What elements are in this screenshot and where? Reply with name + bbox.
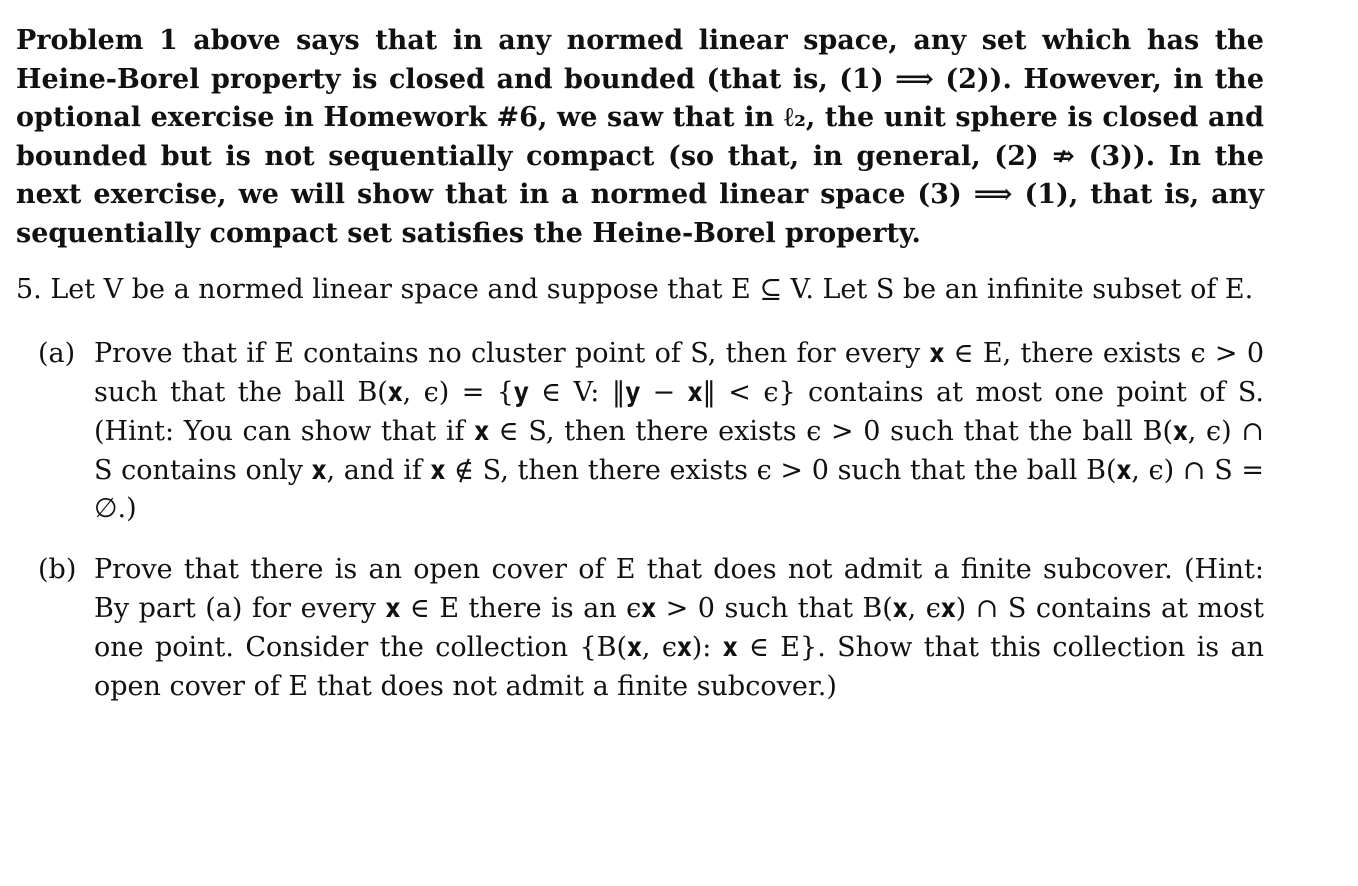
intro-paragraph: Problem 1 above says that in any normed linear space, any set which has the Heine-Borel property is closed and bounded (that is, (1) ⟹ (2)). However, in the optional exercise in Homework #6, we saw that in ℓ₂, the unit sphere is closed and bounded but is not sequentially compact (so that, in general, (2) ⇏ (3)). In the next exercise, we will show that in a normed linear space (3) ⟹ (1), that is, any sequentially compact set satisfies the Heine-Borel property. bbox=[16, 25, 1264, 249]
problem-parts-list bbox=[16, 335, 1264, 706]
part-b bbox=[16, 551, 1264, 706]
problem-5-statement: 5. Let V be a normed linear space and suppose that E ⊆ V. Let S be an infinite subset of E. bbox=[16, 273, 1254, 305]
part-a-label: (a) bbox=[38, 338, 76, 370]
part-b-label: (b) bbox=[38, 554, 77, 586]
part-a-text: Prove that if E contains no cluster point of S, then for every 𝐱 ∈ E, there exists ϵ > 0 such that the ball B(𝐱, ϵ) = {𝐲 ∈ V: ‖𝐲 − 𝐱‖ < ϵ} contains at most one point of S. (Hint: You can show that if 𝐱 ∈ S, then there exists ϵ > 0 such that the ball B(𝐱, ϵ) ∩ S contains only 𝐱, and if 𝐱 ∉ S, then there exists ϵ > 0 such that the ball B(𝐱, ϵ) ∩ S = ∅.) bbox=[94, 338, 1264, 525]
part-a bbox=[16, 335, 1264, 529]
part-b-text: Prove that there is an open cover of E that does not admit a finite subcover. (Hint: By part (a) for every 𝐱 ∈ E there is an ϵ𝐱 > 0 such that B(𝐱, ϵ𝐱) ∩ S contains at most one point. Consider the collection {B(𝐱, ϵ𝐱): 𝐱 ∈ E}. Show that this collection is an open cover of E that does not admit a finite subcover.) bbox=[94, 554, 1264, 702]
document-page bbox=[16, 22, 1264, 706]
